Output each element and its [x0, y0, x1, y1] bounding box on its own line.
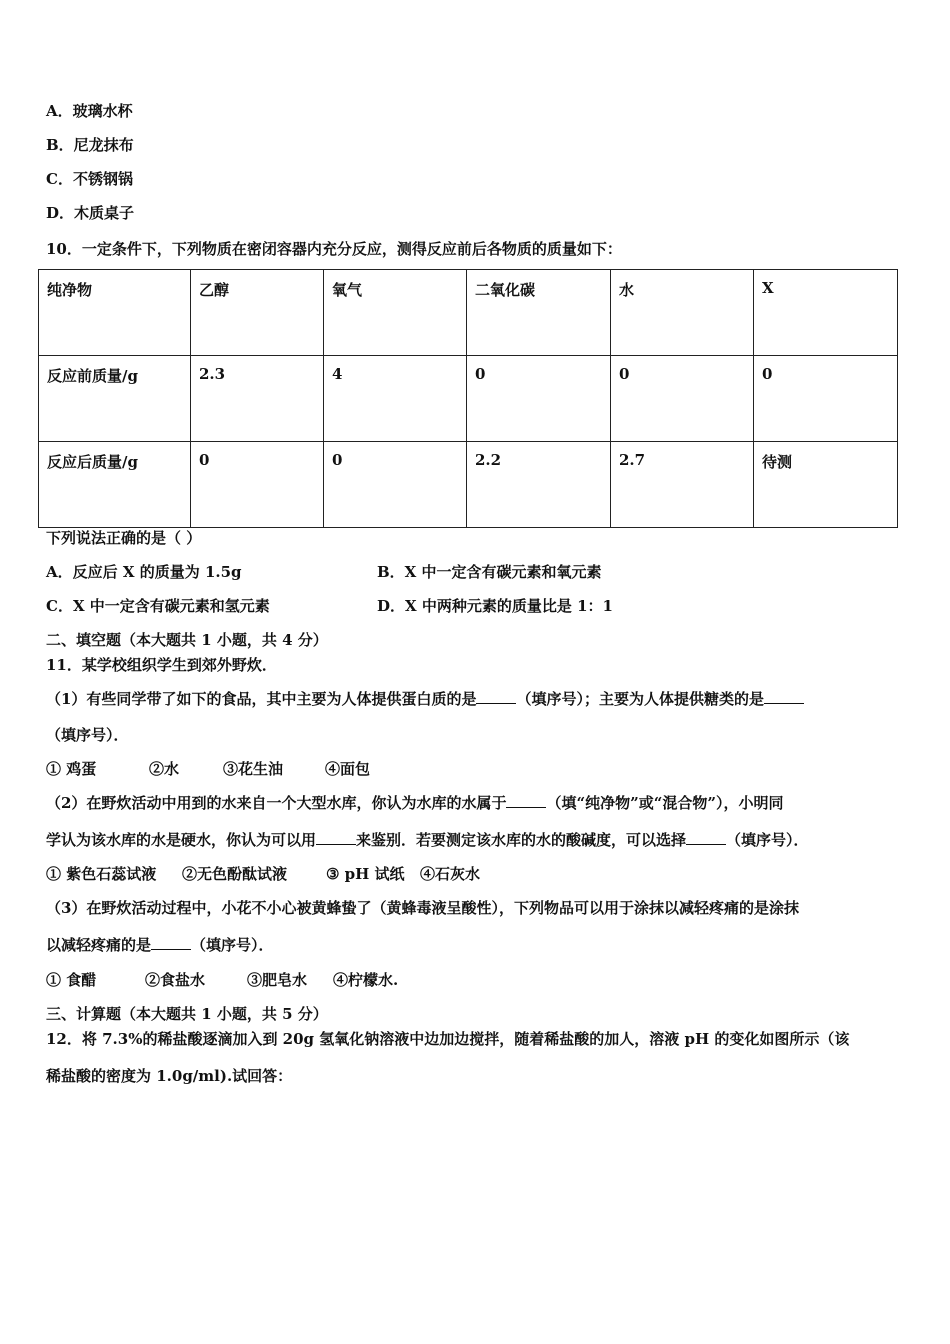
q12-line1: 12．将 7.3%的稀盐酸逐滴加入到 20g 氢氧化钠溶液中边加边搅拌，随着稀盐酸的加人，溶液 pH 的变化如图所示（该: [46, 1030, 850, 1048]
q12-line2: 稀盐酸的密度为 1.0g/ml).试回答：: [46, 1067, 293, 1085]
reagent-option: ① 紫色石蕊试液: [46, 865, 157, 883]
table-cell: 0: [754, 356, 898, 442]
reagent-option: ④石灰水: [420, 865, 481, 883]
table-cell: 反应后质量/g: [39, 442, 191, 528]
table-cell: 0: [467, 356, 611, 442]
q11-p3-text-c: （填序号）．: [191, 936, 274, 954]
table-cell: 0: [324, 442, 467, 528]
item-option: ① 食醋: [46, 971, 97, 989]
q10-option-a: A．反应后 X 的质量为 1.5g: [46, 563, 242, 581]
q11-foods-row: [46, 759, 906, 779]
q10-option-d: D．X 中两种元素的质量比是 1：1: [377, 597, 613, 615]
table-cell: 2.3: [191, 356, 324, 442]
answer-blank[interactable]: [316, 830, 356, 845]
item-option: ②食盐水: [145, 971, 206, 989]
table-header-cell: 乙醇: [191, 270, 324, 356]
q11-p2-text-b: （填“纯净物”或“混合物”），小明同: [546, 794, 784, 812]
q11-p2-text-e: （填序号）．: [726, 831, 809, 849]
table-header-cell: X: [754, 270, 898, 356]
food-option: ②水: [149, 760, 180, 778]
q11-p1-text-c: （填序号）．: [46, 726, 129, 744]
q9-option-a: A．玻璃水杯: [46, 102, 133, 120]
q11-items-row: [46, 970, 906, 990]
q9-option-d: D．木质桌子: [46, 204, 135, 222]
q10-options-row-1: [46, 562, 906, 582]
food-option: ① 鸡蛋: [46, 760, 97, 778]
answer-blank[interactable]: [764, 689, 804, 704]
table-header-cell: 纯净物: [39, 270, 191, 356]
q11-part2-line2: [46, 830, 809, 850]
q11-part2-line1: [46, 793, 783, 813]
q10-option-b: B．X 中一定含有碳元素和氧元素: [377, 563, 602, 581]
table-cell: 0: [191, 442, 324, 528]
q11-reagents-row: [46, 864, 906, 884]
answer-blank[interactable]: [151, 935, 191, 950]
table-cell: 4: [324, 356, 467, 442]
q11-part3-line2: [46, 935, 274, 955]
answer-blank[interactable]: [476, 689, 516, 704]
q11-p1-text-a: （1）有些同学带了如下的食品，其中主要为人体提供蛋白质的是: [46, 690, 477, 708]
reagent-option: ③ pH 试纸: [326, 865, 405, 883]
q11-p1-text-b: （填序号）；主要为人体提供糖类的是: [516, 690, 764, 708]
answer-blank[interactable]: [506, 793, 546, 808]
table-header-row: [39, 270, 898, 356]
table-header-cell: 二氧化碳: [467, 270, 611, 356]
table-cell: 待测: [754, 442, 898, 528]
section-2-title: 二、填空题（本大题共 1 小题，共 4 分）: [46, 631, 328, 649]
item-option: ④柠檬水.: [333, 971, 399, 989]
food-option: ④面包: [325, 760, 371, 778]
q11-p3-text-b: 以减轻疼痛的是: [46, 936, 152, 954]
q11-p2-text-a: （2）在野炊活动中用到的水来自一个大型水库，你认为水库的水属于: [46, 794, 507, 812]
table-header-cell: 氧气: [324, 270, 467, 356]
answer-blank[interactable]: [686, 830, 726, 845]
table-cell: 2.2: [467, 442, 611, 528]
q9-option-b: B．尼龙抹布: [46, 136, 134, 154]
mass-table: [38, 269, 898, 528]
reagent-option: ②无色酚酞试液: [182, 865, 288, 883]
table-row: [39, 442, 898, 528]
item-option: ③肥皂水: [247, 971, 308, 989]
table-header-cell: 水: [611, 270, 754, 356]
table-cell: 2.7: [611, 442, 754, 528]
q11-p2-text-c: 学认为该水库的水是硬水，你认为可以用: [46, 831, 317, 849]
table-cell: 反应前质量/g: [39, 356, 191, 442]
q11-stem: 11．某学校组织学生到郊外野炊．: [46, 656, 277, 674]
q10-stem: 10．一定条件下，下列物质在密闭容器内充分反应，测得反应前后各物质的质量如下：: [46, 240, 622, 258]
q9-option-c: C．不锈钢锅: [46, 170, 133, 188]
table-cell: 0: [611, 356, 754, 442]
q11-part1: [46, 689, 804, 709]
q10-question: 下列说法正确的是（ ）: [46, 529, 202, 547]
q11-p3-text-a: （3）在野炊活动过程中，小花不小心被黄蜂蛰了（黄蜂毒液呈酸性），下列物品可以用于涂抹以减轻疼痛的是涂抹: [46, 899, 799, 917]
table-row: [39, 356, 898, 442]
food-option: ③花生油: [223, 760, 284, 778]
q10-option-c: C．X 中一定含有碳元素和氢元素: [46, 597, 270, 615]
q11-p2-text-d: 来鉴别．若要测定该水库的水的酸碱度，可以选择: [356, 831, 687, 849]
q10-options-row-2: [46, 596, 906, 616]
section-3-title: 三、计算题（本大题共 1 小题，共 5 分）: [46, 1005, 328, 1023]
